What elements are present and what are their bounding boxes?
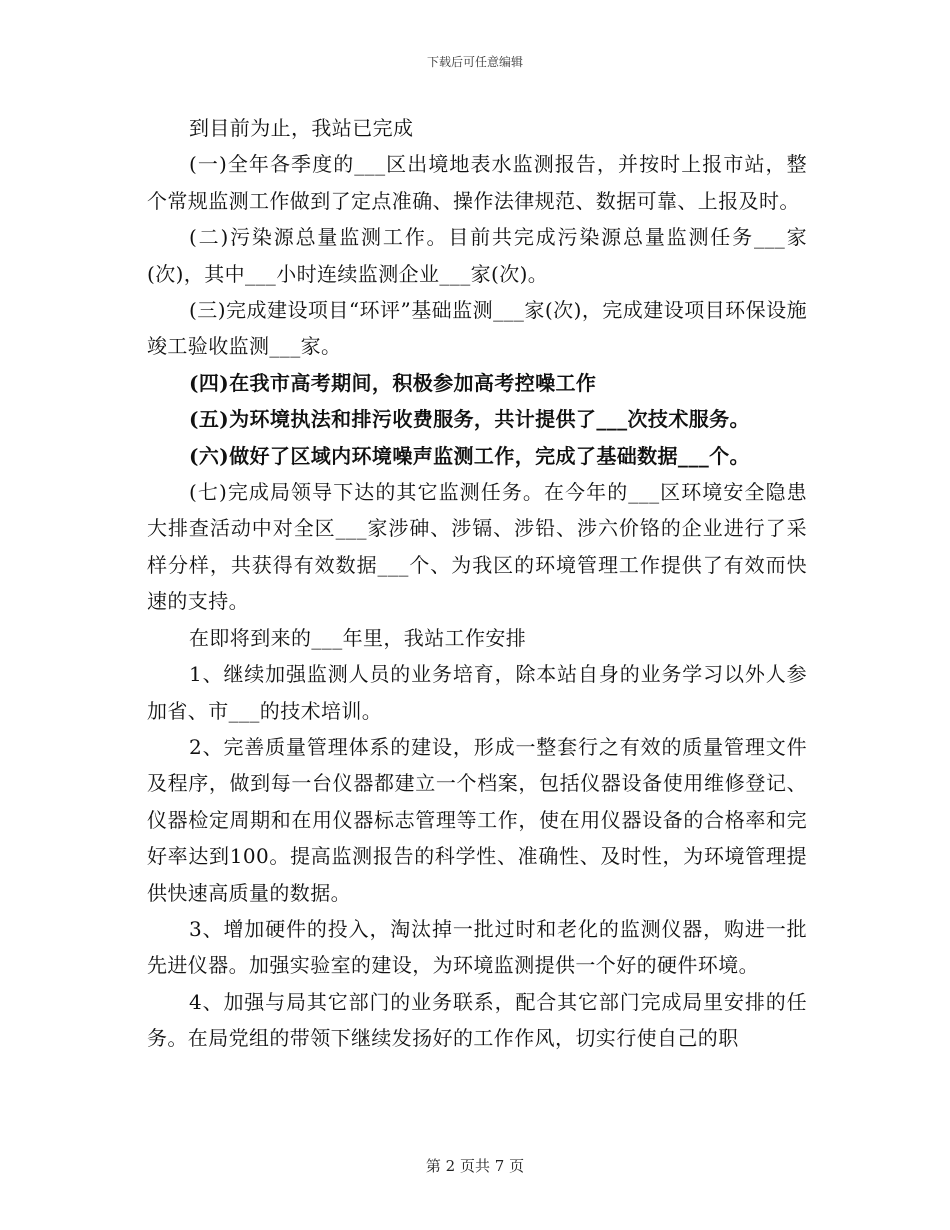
paragraph: (一)全年各季度的___区出境地表水监测报告，并按时上报市站，整个常规监测工作做到了定点准确、操作法律规范、数据可靠、上报及时。 — [147, 152, 807, 213]
paragraph: 3、增加硬件的投入，淘汰掉一批过时和老化的监测仪器，购进一批先进仪器。加强实验室的建设，为环境监测提供一个好的硬件环境。 — [147, 916, 807, 978]
paragraph-bold: (五)为环境执法和排污收费服务，共计提供了___次技术服务。 — [189, 407, 750, 432]
paragraph: (二)污染源总量监测工作。目前共完成污染源总量监测任务___家(次)，其中___小时连续监测企业___家(次)。 — [147, 225, 807, 286]
paragraph: 在即将到来的___年里，我站工作安排 — [189, 625, 527, 650]
paragraph: 2、完善质量管理体系的建设，形成一整套行之有效的质量管理文件及程序，做到每一台仪器都建立一个档案，包括仪器设备使用维修登记、仪器检定周期和在用仪器标志管理等工作，使在用仪器设备的合格率和完好率达到100。提高监测报告的科学性、准确性、及时性，为环境管理提供快速高质量的数据。 — [147, 734, 807, 905]
paragraph-bold: (六)做好了区域内环境噪声监测工作，完成了基础数据___个。 — [189, 443, 750, 468]
paragraph: 到目前为止，我站已完成 — [189, 116, 414, 140]
paragraph: (七)完成局领导下达的其它监测任务。在今年的___区环境安全隐患大排查活动中对全区___家涉砷、涉镉、涉铅、涉六价铬的企业进行了采样分样，共获得有效数据___个、为我区的环境管理工作提供了有效而快速的支持。 — [147, 480, 807, 614]
page-header: 下载后可任意编辑 — [426, 55, 523, 69]
paragraph-bold: (四)在我市高考期间，积极参加高考控噪工作 — [189, 370, 597, 395]
document-body — [147, 110, 807, 1057]
paragraph: 1、继续加强监测人员的业务培育，除本站自身的业务学习以外人参加省、市___的技术培训。 — [147, 662, 807, 723]
paragraph: (三)完成建设项目“环评”基础监测___家(次)，完成建设项目环保设施竣工验收监测___家。 — [147, 298, 807, 359]
paragraph: 4、加强与局其它部门的业务联系，配合其它部门完成局里安排的任务。在局党组的带领下继续发扬好的工作作风，切实行使自己的职 — [147, 989, 807, 1051]
page-footer: 第 2 页共 7 页 — [425, 1157, 525, 1175]
